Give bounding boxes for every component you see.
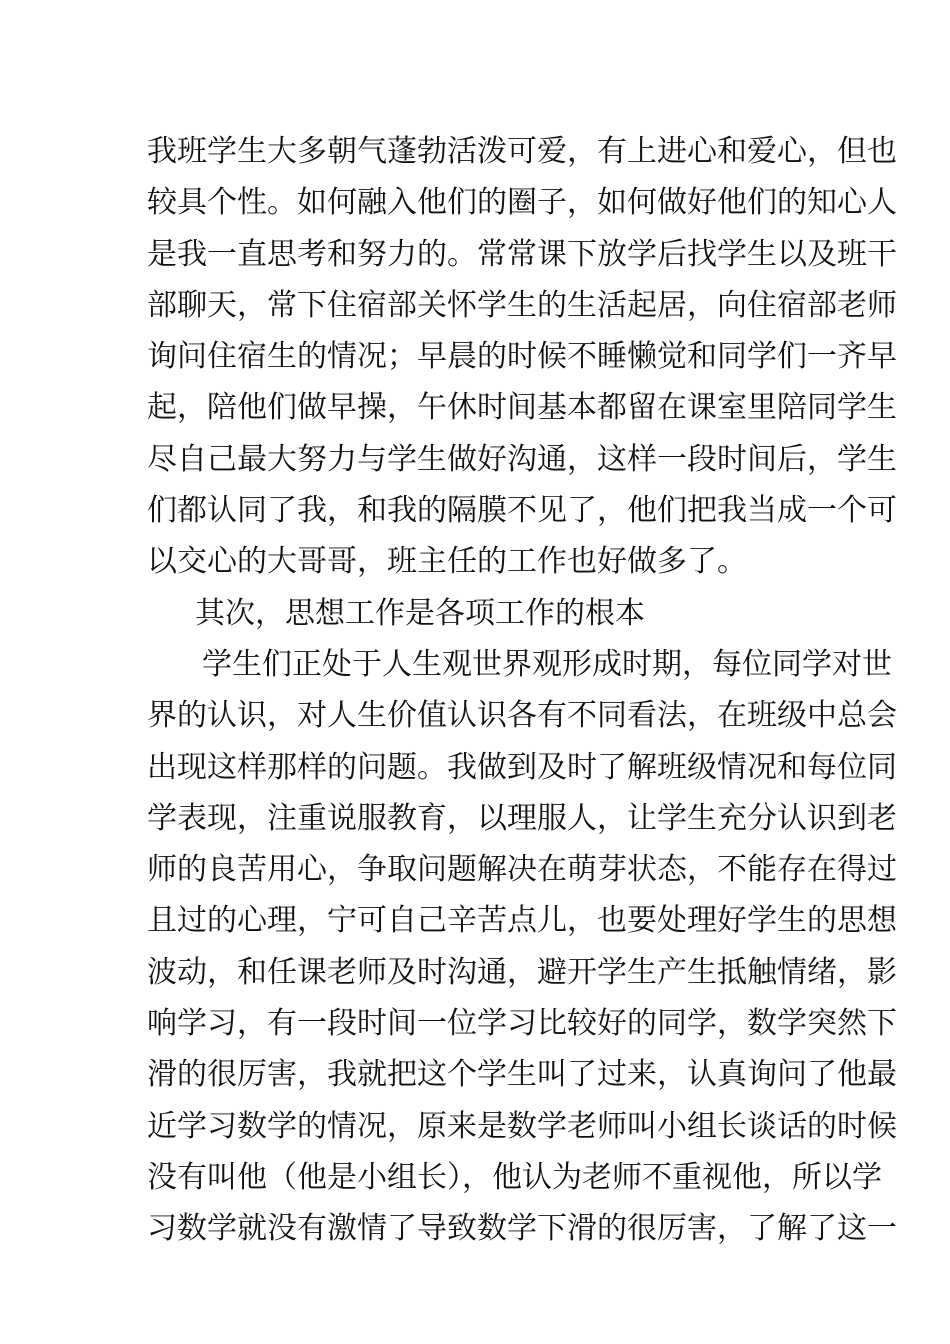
- text-line: 是我一直思考和努力的。常常课下放学后找学生以及班干: [147, 236, 897, 272]
- paragraph-student-rapport: [147, 126, 897, 588]
- text-line: 没有叫他（他是小组长），他认为老师不重视他，所以学: [147, 1159, 882, 1195]
- text-line: 询问住宿生的情况；早晨的时候不睡懒觉和同学们一齐早: [147, 339, 897, 375]
- text-line: 们都认同了我，和我的隔膜不见了，他们把我当成一个可: [147, 493, 897, 529]
- text-line: 学表现，注重说服教育，以理服人，让学生充分认识到老: [147, 800, 897, 836]
- text-line: 以交心的大哥哥，班主任的工作也好做多了。: [147, 544, 747, 580]
- text-line: 响学习，有一段时间一位学习比较好的同学，数学突然下: [147, 1006, 897, 1042]
- text-line: 较具个性。如何融入他们的圈子，如何做好他们的知心人: [147, 185, 897, 221]
- heading-line: 其次，思想工作是各项工作的根本: [195, 595, 645, 631]
- text-line: 起，陪他们做早操，午休时间基本都留在课室里陪同学生: [147, 390, 897, 426]
- text-line: 且过的心理，宁可自己辛苦点儿，也要处理好学生的思想: [147, 903, 897, 939]
- body-text: [147, 126, 897, 1255]
- text-line: 波动，和任课老师及时沟通，避开学生产生抵触情绪，影: [147, 954, 897, 990]
- paragraph-ideological-work: [147, 639, 897, 1255]
- text-line: 我班学生大多朝气蓬勃活泼可爱，有上进心和爱心，但也: [147, 134, 897, 169]
- text-line: 师的良苦用心，争取问题解决在萌芽状态，不能存在得过: [147, 852, 897, 888]
- text-line: 近学习数学的情况，原来是数学老师叫小组长谈话的时候: [147, 1108, 897, 1144]
- text-line: 界的认识，对人生价值认识各有不同看法，在班级中总会: [147, 698, 897, 734]
- text-line: 滑的很厉害，我就把这个学生叫了过来，认真询问了他最: [147, 1057, 897, 1093]
- text-line: 尽自己最大努力与学生做好沟通，这样一段时间后，学生: [147, 441, 897, 477]
- text-line: 部聊天，常下住宿部关怀学生的生活起居，向住宿部老师: [147, 287, 897, 323]
- text-line: 习数学就没有激情了导致数学下滑的很厉害，了解了这一: [147, 1211, 897, 1247]
- section-heading: [147, 588, 807, 639]
- text-line: 学生们正处于人生观世界观形成时期，每位同学对世: [202, 646, 892, 682]
- text-line: 出现这样那样的问题。我做到及时了解班级情况和每位同: [147, 749, 897, 785]
